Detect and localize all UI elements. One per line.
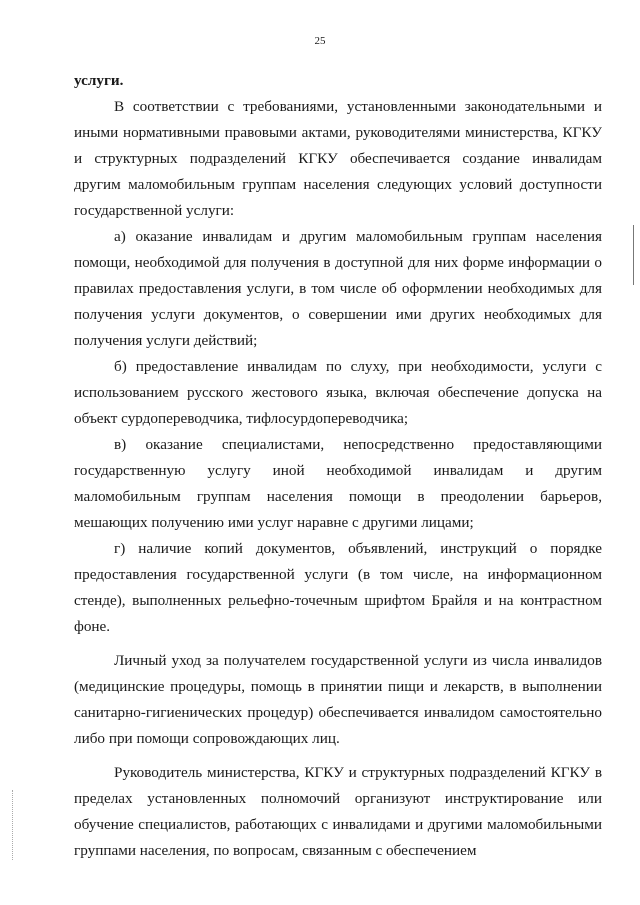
paragraph-training: Руководитель министерства, КГКУ и структурных подразделений КГКУ в пределах установленных полномочий организуют инструктирование или обучение специалистов, работающих с инвалидами и другими маломобильными группами населения, по вопросам, связанным с обеспечением: [74, 764, 602, 859]
paragraph-item-d: г) наличие копий документов, объявлений, инструкций о порядке предоставления государственной услуги (в том числе, на информационном стенде), выполненных рельефно-точечным шрифтом Брайля и на контрастном фоне.: [74, 540, 602, 635]
page-number: 25: [314, 35, 326, 47]
paragraph-personal-care: Личный уход за получателем государственной услуги из числа инвалидов (медицинские процедуры, помощь в принятии пищи и лекарств, в выполнении санитарно-гигиенических процедур) обеспечивается инвалидом самостоятельно либо при помощи сопровождающих лиц.: [74, 652, 602, 747]
paragraph-item-c: в) оказание специалистами, непосредственно предоставляющими государственную услугу иной необходимой инвалидам и другим маломобильным группам населения помощи в преодолении барьеров, мешающих получению ими услуг наравне с другими лицами;: [74, 436, 602, 531]
paragraph-item-a: а) оказание инвалидам и другим маломобильным группам населения помощи, необходимой для получения в доступной для них форме информации о правилах предоставления услуги, в том числе об оформлении необходимых для получения услуги документов, о совершении ими других необходимых для получения услуги действий;: [74, 228, 602, 349]
scan-edge-dots: [12, 790, 14, 860]
scan-edge-mark: [633, 225, 634, 285]
lead-text: услуги.: [74, 72, 124, 89]
paragraph-requirements: В соответствии с требованиями, установленными законодательными и иными нормативными правовыми актами, руководителями министерства, КГКУ и структурных подразделений КГКУ обеспечивается создание инвалидам другим маломобильным группам населения следующих условий доступности государственной услуги:: [74, 98, 602, 219]
document-body: [74, 68, 602, 864]
paragraph-item-b: б) предоставление инвалидам по слуху, при необходимости, услуги с использованием русского жестового языка, включая обеспечение допуска на объект сурдопереводчика, тифлосурдопереводчика;: [74, 358, 602, 427]
